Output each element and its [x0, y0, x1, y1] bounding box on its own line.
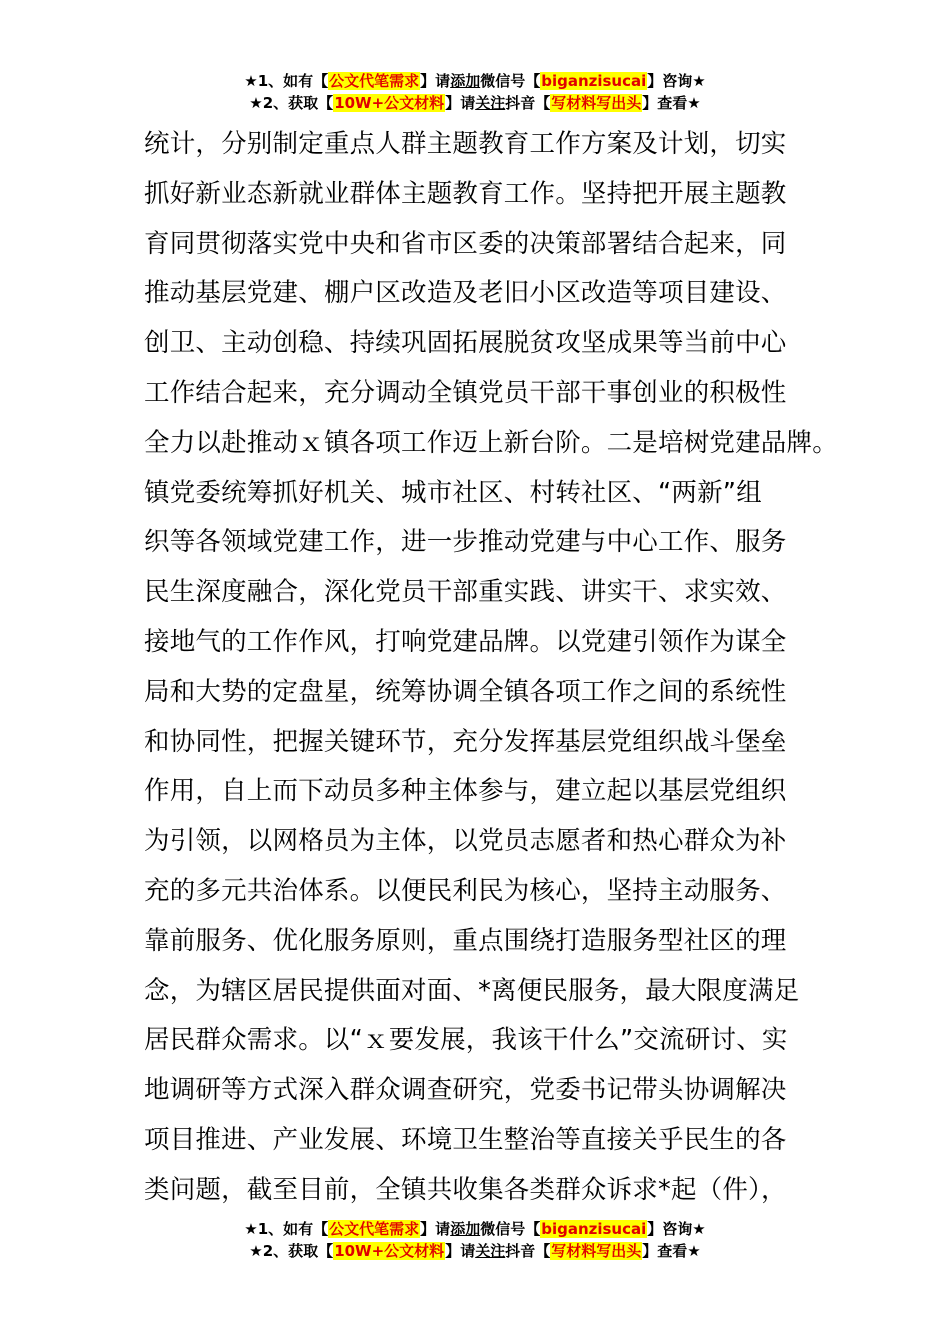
banner-line-2 [0, 92, 950, 114]
banner-highlight: 10W+公文材料 [334, 94, 445, 112]
banner-text: ★1、如有【 [244, 72, 329, 90]
banner-text: 】请 [445, 94, 476, 112]
banner-line-1 [0, 1218, 950, 1240]
body-line: 镇党委统筹抓好机关、城市社区、村转社区、“两新”组 [144, 477, 762, 508]
banner-line-1 [0, 70, 950, 92]
banner-underline: 关注 [475, 94, 506, 112]
banner-douyin-id: 写材料写出头 [551, 94, 642, 112]
body-line: 和协同性，把握关键环节，充分发挥基层党组织战斗堡垒 [144, 726, 787, 757]
header-banner [0, 70, 950, 114]
body-line: 工作结合起来，充分调动全镇党员干部干事创业的积极性 [144, 377, 787, 408]
banner-wechat-id: biganzisucai [541, 72, 647, 90]
body-line: 类问题，截至目前，全镇共收集各类群众诉求*起（件）， [144, 1174, 787, 1205]
banner-text: ★1、如有【 [244, 1220, 329, 1238]
body-line: 充的多元共治体系。以便民利民为核心，坚持主动服务、 [144, 875, 787, 906]
body-line: 推动基层党建、棚户区改造及老旧小区改造等项目建设、 [144, 278, 787, 309]
banner-highlight: 公文代笔需求 [329, 72, 420, 90]
banner-text: 】咨询★ [647, 72, 706, 90]
banner-text: 微信号【 [480, 1220, 541, 1238]
document-body [144, 120, 844, 1216]
banner-text: 】请 [445, 1242, 476, 1260]
body-line: 为引领，以网格员为主体，以党员志愿者和热心群众为补 [144, 826, 787, 857]
banner-douyin-id: 写材料写出头 [551, 1242, 642, 1260]
banner-underline: 添加 [450, 1220, 481, 1238]
body-line: 项目推进、产业发展、环境卫生整治等直接关乎民生的各 [144, 1124, 787, 1155]
body-line: 地调研等方式深入群众调查研究，党委书记带头协调解决 [144, 1075, 787, 1106]
body-line: 抓好新业态新就业群体主题教育工作。坚持把开展主题教 [144, 178, 787, 209]
body-line: 织等各领域党建工作，进一步推动党建与中心工作、服务 [144, 527, 787, 558]
body-line: 作用，自上而下动员多种主体参与，建立起以基层党组织 [144, 776, 787, 807]
body-line: 创卫、主动创稳、持续巩固拓展脱贫攻坚成果等当前中心 [144, 328, 787, 359]
banner-highlight: 公文代笔需求 [329, 1220, 420, 1238]
banner-text: 微信号【 [480, 72, 541, 90]
body-line: 接地气的工作作风，打响党建品牌。以党建引领作为谋全 [144, 626, 787, 657]
banner-text: ★2、获取【 [249, 94, 334, 112]
banner-underline: 关注 [475, 1242, 506, 1260]
banner-text: 】咨询★ [647, 1220, 706, 1238]
banner-text: 】请 [420, 1220, 451, 1238]
body-line: 全力以赴推动ｘ镇各项工作迈上新台阶。二是培树党建品牌。 [144, 427, 838, 458]
banner-text: 抖音【 [505, 1242, 551, 1260]
banner-highlight: 10W+公文材料 [334, 1242, 445, 1260]
banner-wechat-id: biganzisucai [541, 1220, 647, 1238]
banner-line-2 [0, 1240, 950, 1262]
banner-text: 抖音【 [505, 94, 551, 112]
banner-text: 】查看★ [642, 94, 701, 112]
banner-text: 】查看★ [642, 1242, 701, 1260]
body-line: 统计，分别制定重点人群主题教育工作方案及计划，切实 [144, 129, 787, 159]
banner-text: 】请 [420, 72, 451, 90]
body-line: 念，为辖区居民提供面对面、*离便民服务，最大限度满足 [144, 975, 800, 1006]
footer-banner [0, 1218, 950, 1262]
body-line: 局和大势的定盘星，统筹协调全镇各项工作之间的系统性 [144, 676, 787, 707]
body-line: 民生深度融合，深化党员干部重实践、讲实干、求实效、 [144, 577, 787, 608]
banner-text: ★2、获取【 [249, 1242, 334, 1260]
body-line: 育同贯彻落实党中央和省市区委的决策部署结合起来，同 [144, 228, 787, 259]
body-line: 靠前服务、优化服务原则，重点围绕打造服务型社区的理 [144, 925, 787, 956]
body-line: 居民群众需求。以“ｘ要发展，我该干什么”交流研讨、实 [144, 1025, 788, 1056]
banner-underline: 添加 [450, 72, 481, 90]
